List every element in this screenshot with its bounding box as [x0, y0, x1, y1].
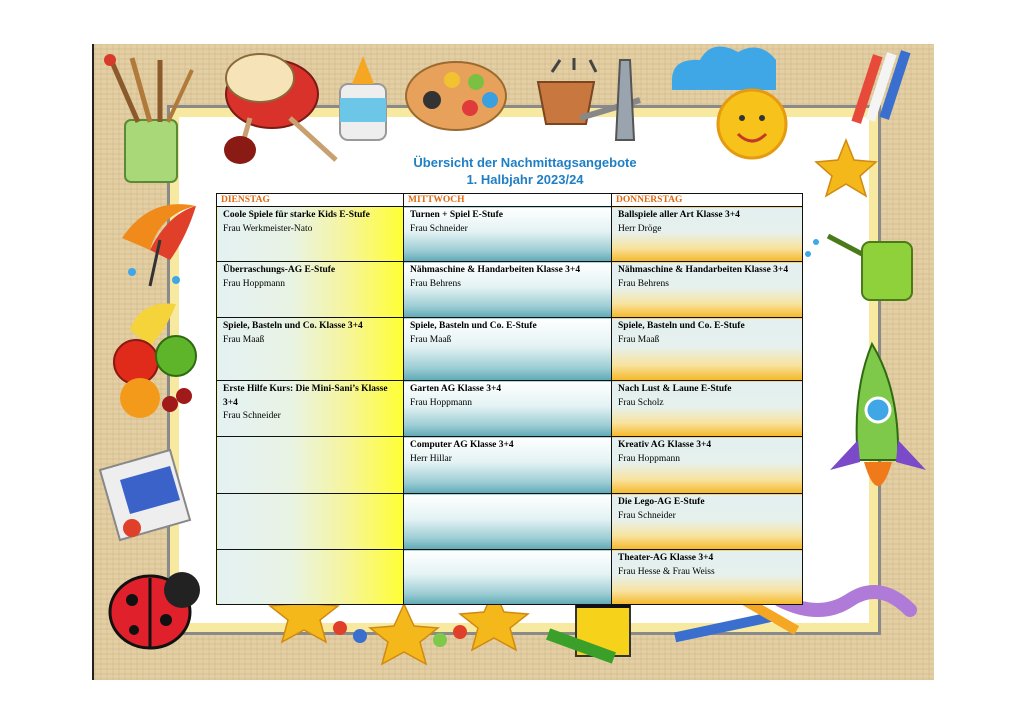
- table-cell: [612, 318, 803, 381]
- offer-name: Nähmaschine & Handarbeiten Klasse 3+4: [410, 265, 581, 275]
- palette-icon: [406, 62, 506, 130]
- pencils-icon: [851, 50, 910, 124]
- teacher-name: Frau Hesse & Frau Weiss: [618, 566, 715, 577]
- teacher-name: Frau Behrens: [410, 278, 461, 289]
- table-cell: [217, 262, 404, 318]
- offer-name: Spiele, Basteln und Co. E-Stufe: [618, 321, 745, 331]
- table-cell: [217, 550, 404, 605]
- teacher-name: Frau Maaß: [618, 334, 660, 345]
- table-cell: [404, 207, 612, 262]
- offer-name: Nach Lust & Laune E-Stufe: [618, 384, 732, 394]
- table-row: [217, 262, 803, 318]
- teacher-name: Herr Dröge: [618, 223, 662, 234]
- header-wednesday: MITTWOCH: [404, 194, 612, 207]
- sun-icon: [672, 47, 786, 158]
- title-line-2: 1. Halbjahr 2023/24: [466, 172, 584, 187]
- teacher-name: Frau Hoppmann: [618, 453, 681, 464]
- table-row: [217, 381, 803, 437]
- teacher-name: Frau Schneider: [410, 223, 468, 234]
- table-cell: [404, 318, 612, 381]
- table-cell: [612, 207, 803, 262]
- teacher-name: Frau Behrens: [618, 278, 669, 289]
- header-tuesday: DIENSTAG: [217, 194, 404, 207]
- table-cell: [217, 494, 404, 550]
- teacher-name: Frau Hoppmann: [223, 278, 286, 289]
- table-cell: [217, 318, 404, 381]
- table-cell: [217, 381, 404, 437]
- drum-icon: [224, 54, 336, 164]
- fruits-icon: [114, 304, 196, 418]
- offer-name: Kreativ AG Klasse 3+4: [618, 440, 712, 450]
- table-cell: [404, 550, 612, 605]
- table-cell: [404, 381, 612, 437]
- header-thursday: DONNERSTAG: [612, 194, 803, 207]
- teacher-name: Frau Maaß: [410, 334, 452, 345]
- table-cell: [217, 437, 404, 494]
- offer-name: Coole Spiele für starke Kids E-Stufe: [223, 210, 370, 220]
- watering-can-icon: [805, 236, 912, 300]
- umbrella-icon: [122, 204, 196, 286]
- offer-name: Ballspiele aller Art Klasse 3+4: [618, 210, 740, 220]
- table-cell: [612, 381, 803, 437]
- title-line-1: Übersicht der Nachmittagsangebote: [413, 155, 637, 170]
- teacher-name: Frau Hoppmann: [410, 397, 473, 408]
- table-cell: [404, 262, 612, 318]
- table-cell: [612, 437, 803, 494]
- offer-name: Theater-AG Klasse 3+4: [618, 553, 714, 563]
- glue-bottle-icon: [340, 56, 386, 140]
- table-cell: [612, 262, 803, 318]
- table-cell: [404, 437, 612, 494]
- offer-name: Spiele, Basteln und Co. E-Stufe: [410, 321, 537, 331]
- teacher-name: Frau Schneider: [223, 411, 281, 421]
- teacher-name: Frau Werkmeister-Nato: [223, 223, 313, 234]
- page-title: [360, 154, 690, 188]
- offer-name: Garten AG Klasse 3+4: [410, 384, 502, 394]
- table-cell: [404, 494, 612, 550]
- table-row: [217, 437, 803, 494]
- table-row: [217, 318, 803, 381]
- offer-name: Spiele, Basteln und Co. Klasse 3+4: [223, 321, 363, 331]
- table-row: [217, 550, 803, 605]
- teacher-name: Herr Hillar: [410, 453, 452, 464]
- table-cell: [612, 494, 803, 550]
- table-row: [217, 494, 803, 550]
- teacher-name: Frau Schneider: [618, 510, 676, 521]
- offer-name: Überraschungs-AG E-Stufe: [223, 265, 336, 275]
- table-row: [217, 207, 803, 262]
- header-row: [217, 194, 803, 207]
- teacher-name: Frau Maaß: [223, 334, 265, 345]
- rocket-icon: [830, 344, 926, 486]
- star-icon: [816, 140, 876, 196]
- teacher-name: Frau Scholz: [618, 397, 664, 408]
- schedule-table: [216, 193, 803, 605]
- offer-name: Nähmaschine & Handarbeiten Klasse 3+4: [618, 265, 789, 275]
- garden-pot-icon: [538, 58, 640, 140]
- brush-cup-icon: [104, 54, 192, 182]
- offer-name: Computer AG Klasse 3+4: [410, 440, 514, 450]
- offer-name: Turnen + Spiel E-Stufe: [410, 210, 503, 220]
- offer-name: Die Lego-AG E-Stufe: [618, 497, 705, 507]
- paint-tube-icon: [100, 450, 190, 540]
- table-cell: [217, 207, 404, 262]
- offer-name: Erste Hilfe Kurs: Die Mini-Sani’s Klasse 3+4: [223, 384, 388, 408]
- table-cell: [612, 550, 803, 605]
- ladybug-icon: [110, 572, 200, 648]
